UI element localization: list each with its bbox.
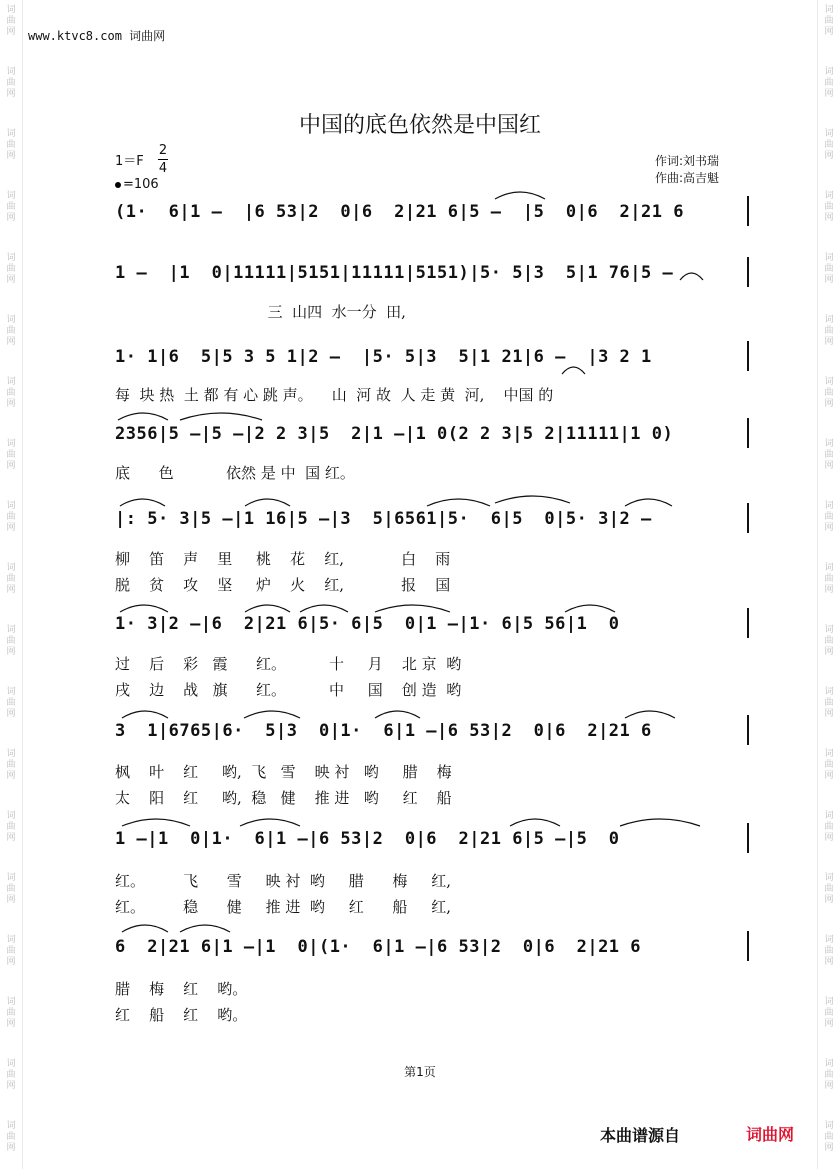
watermark-text: 词 曲 网 <box>824 191 834 223</box>
site-url[interactable]: www.ktvc8.com 词曲网 <box>28 29 166 43</box>
watermark-text: 词 曲 网 <box>6 129 16 161</box>
watermark-text: 词 曲 网 <box>824 439 834 471</box>
lyric-line: 枫 叶 红 哟, 飞 雪 映 衬 哟 腊 梅 <box>115 763 452 781</box>
lyric-line: 柳 笛 声 里 桃 花 红, 白 雨 <box>115 550 451 568</box>
lyricist: 作词:刘书瑞 <box>655 154 720 168</box>
time-bottom: 4 <box>158 161 168 176</box>
lyric-line: 太 阳 红 哟, 稳 健 推 进 哟 红 船 <box>115 789 452 807</box>
lyric-line: 脱 贫 攻 坚 炉 火 红, 报 国 <box>115 576 451 594</box>
lyric-line: 红。 稳 健 推 进 哟 红 船 红, <box>115 898 451 916</box>
watermark-text: 词 曲 网 <box>824 253 834 285</box>
watermark-text: 词 曲 网 <box>824 997 834 1029</box>
notation-row: 6 2|21 6|1 –|1 0|(1· 6|1 –|6 53|2 0|6 2|21 6 <box>115 937 642 957</box>
watermark-text: 词 曲 网 <box>6 687 16 719</box>
watermark-text: 词 曲 网 <box>824 129 834 161</box>
song-title: 中国的底色依然是中国红 <box>298 113 541 138</box>
slur-arc <box>245 499 290 506</box>
watermark-text: 词 曲 网 <box>824 935 834 967</box>
watermark-text: 词 曲 网 <box>6 377 16 409</box>
slur-arc <box>122 819 190 826</box>
notation-row: (1· 6|1 – |6 53|2 0|6 2|21 6|5 – |5 0|6 2|21 6 <box>115 202 684 222</box>
watermark-text: 词 曲 网 <box>824 749 834 781</box>
notation-row: 1· 1|6 5|5 3 5 1|2 – |5· 5|3 5|1 21|6 – |3 2 1 <box>115 347 652 367</box>
lyric-line: 腊 梅 红 哟。 <box>115 980 248 998</box>
notation-row: 1 –|1 0|1· 6|1 –|6 53|2 0|6 2|21 6|5 –|5 0 <box>115 829 620 849</box>
lyric-line: 戌 边 战 旗 红。 中 国 创 造 哟 <box>115 681 462 699</box>
watermark-text: 词 曲 网 <box>824 563 834 595</box>
time-top: 2 <box>158 143 168 158</box>
watermark-text: 词 曲 网 <box>824 1059 834 1091</box>
watermark-text: 词 曲 网 <box>824 625 834 657</box>
watermark-text: 词 曲 网 <box>6 439 16 471</box>
watermark-text: 词 曲 网 <box>6 191 16 223</box>
slur-arc <box>120 499 165 506</box>
slur-arc <box>620 819 700 826</box>
slur-arc <box>244 711 300 718</box>
slur-arc <box>562 367 585 374</box>
composer: 作曲:高吉魁 <box>655 171 720 185</box>
watermark-text: 词 曲 网 <box>6 749 16 781</box>
watermark-text: 词 曲 网 <box>6 625 16 657</box>
key-signature: 1＝F <box>115 154 144 169</box>
watermark-text: 词 曲 网 <box>6 997 16 1029</box>
slur-arc <box>300 605 348 612</box>
lyric-line: 红。 飞 雪 映 衬 哟 腊 梅 红, <box>115 872 451 890</box>
brand-link[interactable]: 词曲网 <box>746 1125 795 1144</box>
watermark-text: 词 曲 网 <box>6 501 16 533</box>
tempo-value: =106 <box>123 177 159 192</box>
slur-arc <box>118 413 168 420</box>
slur-arc <box>375 711 420 718</box>
lyric-line: 三 山四 水一分 田, <box>115 303 406 321</box>
slur-arc <box>122 711 168 718</box>
slur-arc <box>245 605 290 612</box>
watermark-text: 词 曲 网 <box>6 935 16 967</box>
watermark-text: 词 曲 网 <box>6 5 16 37</box>
slur-arc <box>510 819 560 826</box>
notation-row: |: 5· 3|5 –|1 16|5 –|3 5|6561|5· 6|5 0|5· 3|2 – <box>115 509 652 529</box>
watermark-text: 词 曲 网 <box>6 563 16 595</box>
slur-arc <box>120 605 168 612</box>
watermark-text: 词 曲 网 <box>824 687 834 719</box>
notation-row: 1 – |1 0|11111|5151|11111|5151)|5· 5|3 5|1 76|5 – <box>115 263 674 283</box>
watermark-text: 词 曲 网 <box>824 377 834 409</box>
watermark-text: 词 曲 网 <box>6 1121 16 1153</box>
lyric-line: 每 块 热 土 都 有 心 跳 声。 山 河 故 人 走 黄 河, 中国 的 <box>115 386 554 404</box>
slur-arc <box>625 499 672 506</box>
slur-arc <box>240 819 300 826</box>
watermark-text: 词 曲 网 <box>6 1059 16 1091</box>
watermark-text: 词 曲 网 <box>6 315 16 347</box>
source-label: 本曲谱源自 <box>600 1126 681 1145</box>
watermark-text: 词 曲 网 <box>6 67 16 99</box>
watermark-text: 词 曲 网 <box>6 253 16 285</box>
watermark-text: 词 曲 网 <box>824 315 834 347</box>
slur-arc <box>375 605 450 612</box>
watermark-text: 词 曲 网 <box>824 67 834 99</box>
notation-row: 1· 3|2 –|6 2|21 6|5· 6|5 0|1 –|1· 6|5 56|1 0 <box>115 614 620 634</box>
slur-arc <box>180 413 262 420</box>
notation-row: 3 1|6765|6· 5|3 0|1· 6|1 –|6 53|2 0|6 2|21 6 <box>115 721 652 741</box>
slur-arc <box>180 925 230 932</box>
watermark-text: 词 曲 网 <box>824 811 834 843</box>
watermark-text: 词 曲 网 <box>824 873 834 905</box>
watermark-text: 词 曲 网 <box>824 501 834 533</box>
lyric-line: 底 色 依然 是 中 国 红。 <box>115 464 355 482</box>
slur-arc <box>122 925 168 932</box>
watermark-text: 词 曲 网 <box>824 1121 834 1153</box>
watermark-text: 词 曲 网 <box>824 5 834 37</box>
slur-arc <box>625 711 675 718</box>
page-number: 第1页 <box>404 1065 436 1079</box>
lyric-line: 过 后 彩 霞 红。 十 月 北 京 哟 <box>115 655 462 673</box>
slur-arc <box>495 496 570 503</box>
watermark-text: 词 曲 网 <box>6 811 16 843</box>
lyric-line: 红 船 红 哟。 <box>115 1006 248 1024</box>
slur-arc <box>427 499 490 506</box>
notation-row: 2356|5 –|5 –|2 2 3|5 2|1 –|1 0(2 2 3|5 2|11111|1 0) <box>115 424 674 444</box>
slur-arc <box>495 192 545 199</box>
slur-arc <box>565 605 615 612</box>
watermark-text: 词 曲 网 <box>6 873 16 905</box>
slur-arc <box>680 273 703 280</box>
